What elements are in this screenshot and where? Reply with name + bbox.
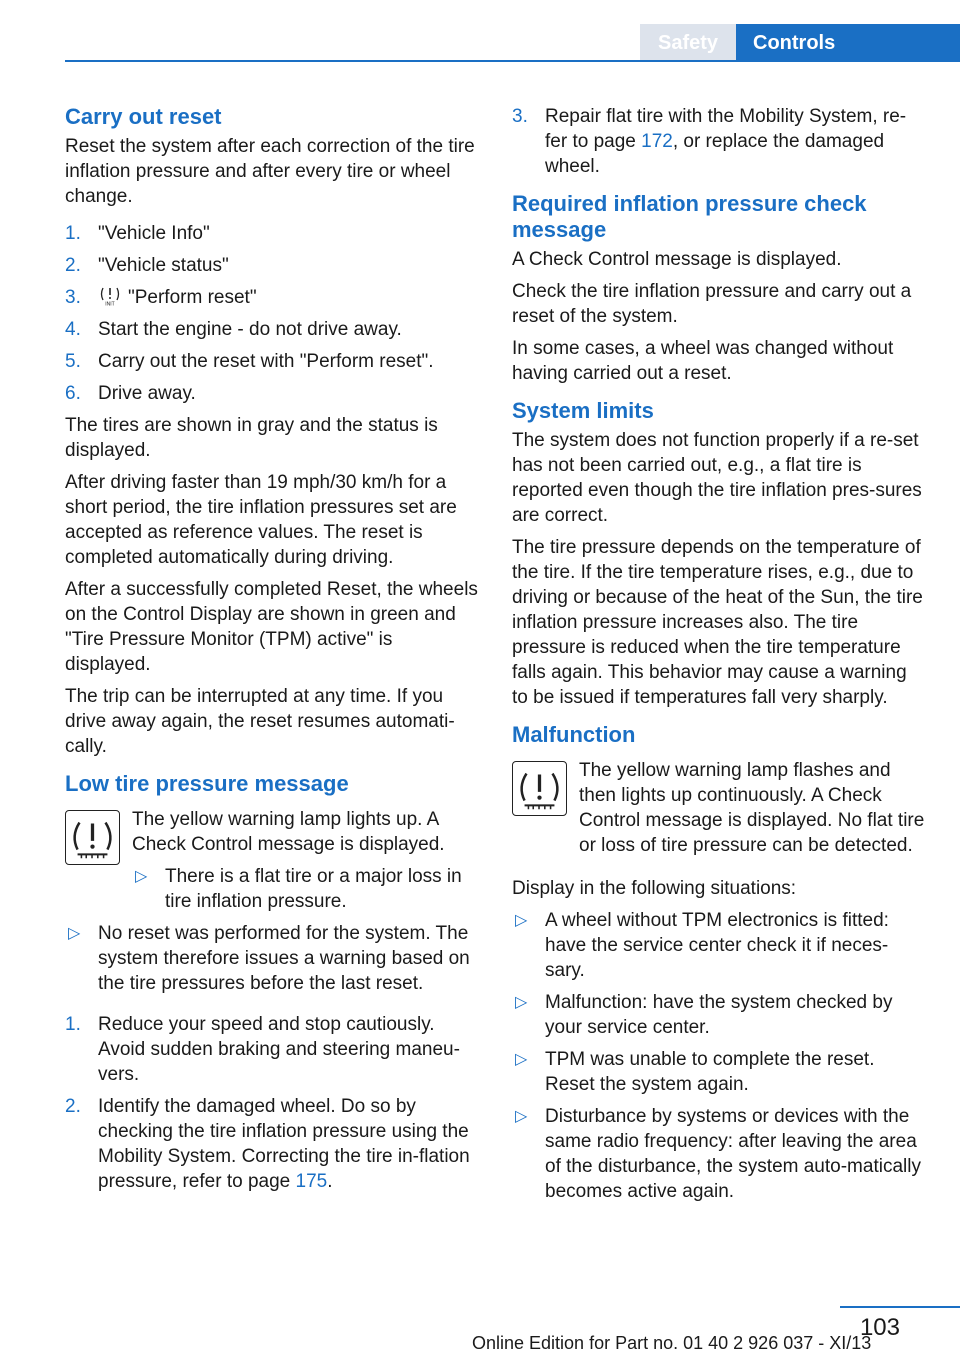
tab-controls: Controls [736, 24, 960, 62]
tpm-init-icon [98, 286, 122, 306]
low-step-1: 1. Reduce your speed and stop cautiously. Avoid sudden braking and steering maneu‐vers. [65, 1014, 460, 1085]
list-item: ▷ There is a flat tire or a major loss in tire inflation pressure. [135, 866, 462, 912]
step-2: 2. "Vehicle status" [65, 255, 229, 276]
low-pressure-steps [65, 1012, 480, 1194]
para-gray: The tires are shown in gray and the status is displayed. [65, 415, 438, 461]
low-pressure-bullets [132, 864, 480, 914]
display-intro: Display in the following situations: [512, 878, 797, 899]
malfunction-warning [512, 758, 927, 858]
para-success: After a successfully completed Reset, the wheels on the Control Display are shown in green and "Tire Pressure Monitor (TPM) active" is displayed. [65, 579, 478, 675]
low-pressure-heading: Low tire pressure message [65, 771, 349, 796]
right-column [512, 104, 927, 1211]
req-para-3: In some cases, a wheel was changed without having carried out a reset. [512, 338, 894, 384]
reset-heading: Carry out reset [65, 104, 222, 129]
step-1: 1. "Vehicle Info" [65, 223, 210, 244]
tab-safety: Safety [640, 24, 736, 62]
low-step-3: 3. Repair flat tire with the Mobility System, re‐fer to page 172, or replace the damaged wheel. [512, 106, 907, 177]
step-4: 4. Start the engine - do not drive away. [65, 319, 402, 340]
triangle-bullet-icon: ▷ [135, 868, 148, 885]
left-column [65, 104, 480, 1201]
list-item: ▷ A wheel without TPM electronics is fitted: have the service center check it if neces‐sary. [515, 910, 889, 981]
list-item: ▷ Disturbance by systems or devices with the same radio frequency: after leaving the area of the disturbance, the system auto‐matically becomes active again. [515, 1106, 921, 1202]
para-trip: The trip can be interrupted at any time. If you drive away again, the reset resumes automati‐cally. [65, 686, 455, 757]
limits-para-2: The tire pressure depends on the temperature of the tire. If the tire temperature rises, e.g., due to driving or because of the heat of the Sun, the tire inflation pressure increases also. The tire pressure is reduced when the tire temperature falls again. This behavior may cause a warning to be issued if temperatures fall very sharply. [512, 537, 923, 708]
low-pressure-warning-text: The yellow warning lamp lights up. A Check Control message is displayed. [132, 809, 445, 855]
edition-footer: Online Edition for Part no. 01 40 2 926 037 - XI/13 [472, 1333, 872, 1353]
svg-text:INIT: INIT [105, 301, 115, 306]
no-reset-bullets [65, 921, 480, 996]
reset-steps [65, 221, 480, 406]
page-number: 103 [859, 1314, 900, 1341]
malfunction-warning-text: The yellow warning lamp flashes and then lights up continuously. A Check Control message is displayed. No flat tire or loss of tire pressure can be detected. [579, 760, 925, 856]
limits-para-1: The system does not function properly if a re‐set has not been carried out, e.g., a flat tire is reported even though the tire inflation pres‐sures are correct. [512, 430, 922, 526]
triangle-bullet-icon: ▷ [515, 994, 528, 1011]
system-limits-heading: System limits [512, 398, 654, 423]
reset-intro: Reset the system after each correction of the tire inflation pressure and after every tire or wheel change. [65, 136, 475, 207]
list-item: ▷ No reset was performed for the system. The system therefore issues a warning based on the tire pressures before the last reset. [68, 923, 470, 994]
list-item: ▷ TPM was unable to complete the reset. Reset the system again. [515, 1049, 875, 1095]
page-link-175[interactable]: 175 [295, 1171, 328, 1192]
low-pressure-warning [65, 807, 480, 914]
header-rule [65, 60, 960, 62]
triangle-bullet-icon: ▷ [515, 912, 528, 929]
list-item: ▷ Malfunction: have the system checked by your service center. [515, 992, 893, 1038]
triangle-bullet-icon: ▷ [515, 1108, 528, 1125]
low-pressure-steps-cont [512, 104, 927, 179]
triangle-bullet-icon: ▷ [515, 1051, 528, 1068]
step-5: 5. Carry out the reset with "Perform reset". [65, 351, 434, 372]
step-6: 6. Drive away. [65, 383, 196, 404]
malfunction-heading: Malfunction [512, 722, 636, 747]
req-para-1: A Check Control message is displayed. [512, 249, 842, 270]
situations-list [512, 908, 927, 1204]
page-link-172[interactable]: 172 [641, 131, 673, 152]
tire-pressure-warning-icon [65, 810, 120, 865]
step-3: 3. INIT "Perform reset" [65, 287, 257, 308]
triangle-bullet-icon: ▷ [68, 925, 81, 942]
para-driving: After driving faster than 19 mph/30 km/h for a short period, the tire inflation pressures set are accepted as reference values. The reset is completed automatically during driving. [65, 472, 457, 568]
required-check-heading: Required inflation pressure check message [512, 191, 867, 242]
req-para-2: Check the tire inflation pressure and carry out a reset of the system. [512, 281, 912, 327]
low-step-2: 2. Identify the damaged wheel. Do so by checking the tire inflation pressure using the Mobility System. Correcting the tire in‐flation pressure, refer to page 175. [65, 1096, 470, 1192]
footer-rule [840, 1306, 960, 1308]
tire-pressure-warning-icon [512, 761, 567, 816]
